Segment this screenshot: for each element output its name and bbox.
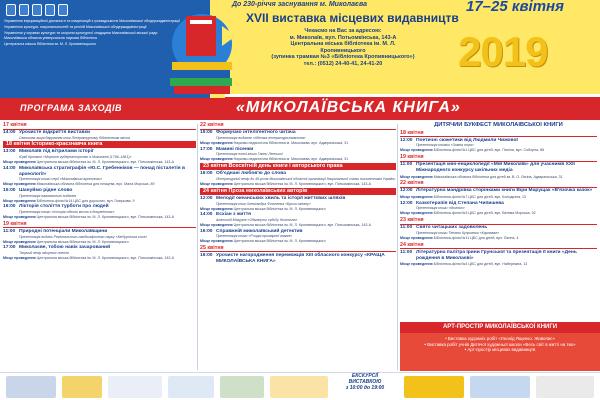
book-stack-illustration: [162, 6, 242, 98]
venue-text: Центральна міська бібліотека ім. М. Л. Кропивницького, вул. Потьомкінська, 143-А: [36, 256, 175, 261]
event-venue: [400, 175, 597, 179]
venue-text: Бібліотека-філія №4 ЦБС для дітей, вул. Набережна, 13: [433, 262, 528, 267]
event-time: 14:00: [200, 212, 213, 218]
event-venue: [400, 262, 597, 266]
event-subtitle: Презентація книги «Молоко»: [416, 206, 465, 211]
venue-text: Миколаївська обласна бібліотека для дітей ім. В. О. Лягіна, Адміральська, 31: [433, 174, 563, 179]
venue-text: Бібліотека-філія №11 ЦБС для дітей, вул. Лягіна, 4: [433, 236, 519, 240]
column-divider: [197, 124, 198, 370]
event-body: [216, 147, 396, 157]
event-body: [19, 130, 196, 140]
event-item: [200, 212, 396, 222]
event-item: [200, 196, 396, 206]
venue-text: Науково-педагогічна бібліотека м. Миколаєва, вул. Адміральська, 31: [233, 140, 349, 145]
book-cover-title-icon: [190, 20, 212, 24]
poster-header: [0, 0, 600, 100]
event-item: [3, 188, 196, 198]
organizer: Миколаївська обласна універсальна наукова бібліотека: [4, 36, 97, 41]
venue-label: Місце проведення: [3, 256, 36, 261]
day-heading: 24 квітня: [400, 242, 597, 250]
event-item: [3, 204, 196, 214]
event-item: [200, 171, 396, 181]
event-title-text: Презентація міні-енциклопедії «Мій Миколаїв» для учасників XXII Міжнародного конкурсу шкільних медіа: [416, 162, 575, 174]
event-subtitle: Презентація книги Тетяни Куприєнко «Карнавал»: [416, 231, 500, 235]
day-section-heading: 24 квітня Проза миколаївських авторів: [200, 188, 396, 195]
event-item: [400, 188, 597, 194]
day-heading: 23 квітня: [400, 217, 597, 225]
event-title-text: Літературна мандрівка сторінками книги Віри Марущак «В'язочка казок»: [416, 188, 593, 194]
event-body: [19, 204, 196, 214]
venue-line: тел.: (0512) 24-40-41, 24-41-20: [303, 60, 383, 67]
venue-text: Центральна міська бібліотека ім. М. Л. Кропивницького, вул. Потьомкінська, 143-А: [36, 215, 175, 220]
anniversary-note: До 230-річчя заснування м. Миколаєва: [232, 1, 367, 8]
sponsor-logo-icon: [404, 376, 464, 398]
event-time: 12:00: [200, 195, 213, 201]
venue-label: Місце проведення: [400, 236, 433, 240]
venue-line: (зупинка трамвая №3 «Бібліотека Кропивницького»): [271, 54, 415, 61]
event-body: [416, 188, 597, 194]
event-body: [19, 149, 196, 159]
venue-label: Місце проведення: [400, 148, 433, 153]
event-title-text: Справжній миколаївський детектив: [216, 228, 303, 234]
event-item: [200, 229, 396, 239]
art-item: • Виставка художніх робіт «Леонід Ященко. Живопис»: [445, 336, 555, 341]
event-item: [400, 225, 597, 235]
venue-text: Бібліотека-філія №3 ЦБС для дітей, вул. Велика Морська, 92: [433, 211, 536, 216]
event-time: 11:00: [400, 162, 413, 168]
banner-title: «МИКОЛАЇВСЬКА КНИГА»: [236, 99, 461, 116]
event-venue: [3, 182, 196, 186]
event-title-text: Поетичні сюжетики від Людмили Чижової: [416, 137, 518, 143]
event-title-text: Свято читацьких задоволень: [416, 225, 488, 231]
venue-text: Центральна міська бібліотека ім. М. Л. Кропивницького: [233, 239, 326, 244]
org-logo-icon: [6, 4, 16, 16]
venue-text: Науково-педагогічна бібліотека м. Миколаєва, вул. Адміральська, 31: [233, 157, 349, 162]
art-item: • Арт-простір місцевих видавництв: [464, 347, 536, 353]
event-title-text: Мамині пісенки: [216, 146, 254, 152]
event-venue: [400, 236, 597, 240]
sponsor-logo-icon: [270, 376, 328, 398]
event-item: [400, 162, 597, 174]
sponsor-logo-icon: [470, 376, 530, 398]
event-subtitle: Презентація нової книги Ганни Ленської: [216, 152, 283, 157]
org-logo-icon: [32, 4, 42, 16]
venue-label: Місце проведення: [200, 157, 233, 162]
event-title-text: Шануймо рідне слово: [19, 187, 73, 193]
event-item: [400, 250, 597, 262]
venue-label: Місце проведення: [3, 239, 36, 244]
event-subtitle: Презентація книги «Рицарі примарної гавані»: [216, 234, 293, 239]
event-time: 12:00: [400, 137, 413, 143]
venue-text: Бібліотека-філія №1 ЦБС для дітей, вул. Паліла, вул. Соборна, 86: [433, 148, 545, 153]
event-title-text: Миколаєве, тобою навік зачарований: [19, 245, 111, 251]
column-divider: [397, 124, 398, 370]
day-heading: 22 квітня: [200, 122, 396, 130]
event-title-text: Урочисте відкриття виставки: [19, 130, 90, 136]
event-time: 12:00: [400, 200, 413, 206]
org-logo-icon: [45, 4, 55, 16]
event-time: 16:00: [3, 204, 16, 210]
venue-label: Місце проведення: [400, 262, 433, 267]
event-time: 12:00: [400, 188, 413, 194]
event-body: [216, 130, 396, 140]
venue-line: Чекаємо на Вас за адресою:: [304, 28, 382, 34]
venue-text: Бібліотека-філія №7 ЦБС для дітей, вул. Колодязна, 13: [433, 195, 526, 200]
event-venue: [200, 141, 396, 145]
event-time: 17:00: [3, 245, 16, 251]
event-item: [3, 229, 196, 239]
event-body: [416, 201, 597, 211]
venue-text: Миколаївська обласна бібліотека для юнацтва, вул. Мала Морська, 89: [36, 182, 155, 187]
event-body: [216, 253, 396, 265]
event-subtitle: Презентація книжки «Зимна пора»: [416, 143, 474, 148]
schedule-column-2: [200, 122, 396, 400]
event-body: [416, 225, 597, 235]
art-space-title: АРТ-ПРОСТІР МИКОЛАЇВСЬКОЇ КНИГИ: [400, 322, 600, 333]
event-title-text: Лікторія століття турботи про людей: [19, 204, 109, 210]
venue-info: [268, 28, 418, 68]
event-time: 11:00: [3, 228, 16, 234]
event-body: [416, 138, 597, 148]
event-item: [3, 130, 196, 140]
organizer: Управління інформаційної діяльності та комунікацій з громадськістю Миколаївської облдержадміністрації: [4, 19, 181, 23]
organizer: Управління у справах культури та охорони культурної спадщини Миколаївської міської ради: [4, 30, 158, 35]
event-body: [216, 229, 396, 239]
venue-label: Місце проведення: [200, 239, 233, 244]
event-subtitle: Презентація навчального видання: [19, 193, 77, 198]
organizer: Центральна міська бібліотека ім. М. Л. Кропивницького: [4, 42, 96, 47]
book-icon: [172, 62, 232, 70]
venue-label: Місце проведення: [3, 198, 36, 203]
event-title-text: Літературна палітра Ірини Грунської та презентація її книги «День рождення в Миколаєві»: [416, 249, 577, 261]
day-heading: 19 квітня: [400, 154, 597, 162]
venue-label: Місце проведення: [200, 181, 233, 186]
venue-label: Місце проведення: [400, 174, 433, 179]
venue-label: Місце проведення: [200, 140, 233, 145]
excursions-note: [332, 373, 398, 399]
event-subtitle: Творчий вечір місцевих поетів: [19, 251, 69, 256]
day-section-heading: 23 квітня Всесвітній день книги і авторського права: [200, 163, 396, 170]
event-subtitle: Юрій Крючков «Морське губернаторство в Миколаєві (1796–1861)»: [19, 155, 132, 160]
event-time: 17:00: [200, 146, 213, 152]
event-venue: [3, 199, 196, 203]
sponsor-logo-icon: [62, 376, 102, 398]
event-venue: [400, 148, 597, 152]
event-body: [19, 188, 196, 198]
schedule-column-1: [3, 122, 196, 400]
book-icon: [170, 78, 232, 86]
event-body: [416, 162, 597, 174]
venue-text: Центральна міська бібліотека ім. М. Л. Кропивницького, вул. Потьомкінська, 143-А: [233, 222, 372, 227]
event-title-text: Есхіан з життя: [216, 212, 251, 218]
org-logo-icon: [19, 4, 29, 16]
sponsor-logo-icon: [220, 376, 264, 398]
event-title-text: Казкотерапія від Степана Чипишева: [416, 200, 504, 206]
event-dates: 17–25 квітня: [466, 0, 564, 15]
event-title: XVII виставка місцевих видавництв: [246, 11, 459, 25]
day-heading: 18 квітня: [400, 130, 597, 138]
event-title-text: Миколаївська стратиграфія «Ю.С. Гребенніков — понад пісталетія в археології»: [19, 165, 185, 177]
event-venue: [200, 239, 396, 243]
book-icon: [174, 86, 230, 94]
day-heading: 17 квітня: [3, 122, 196, 130]
event-body: [216, 212, 396, 222]
venue-label: Місце проведення: [3, 160, 36, 165]
event-time: 11:00: [400, 225, 413, 231]
event-subtitle: Анатолій Мазуров «Обманути судьбу Ньютона»: [216, 217, 298, 222]
event-time: 14:00: [3, 130, 16, 136]
schedule-column-children: [400, 122, 597, 320]
event-time: 16:00: [200, 171, 213, 177]
event-time: 16:00: [200, 253, 213, 259]
event-body: [19, 245, 196, 255]
art-item: • Виставка робіт учнів Дитячої художньої школи «Весь світ в житті на тих»: [424, 341, 576, 347]
event-time: 11:00: [400, 249, 413, 255]
venue-label: Місце проведення: [200, 206, 233, 211]
event-item: [400, 138, 597, 148]
sponsor-logo-icon: [536, 376, 594, 398]
event-subtitle: Презентація книги серії «Миколаївські археологи»: [19, 177, 103, 182]
day-heading: 19 квітня: [3, 221, 196, 229]
program-title: ПРОГРАМА ЗАХОДІВ: [20, 103, 122, 113]
event-venue: [3, 215, 196, 219]
venue-text: Бібліотека-філія №14 ЦБС для дорослих, вул. Гмирьова, 9: [36, 198, 135, 203]
organizer: Управління культури, національностей та релігій Миколаївської облдержадміністрації: [4, 24, 147, 29]
event-venue: [400, 211, 597, 215]
event-subtitle: Презентація видань Регіонального ландшафтного парку «Кінбурнська коса»: [19, 234, 148, 239]
event-title-text: Урочисте нагородження переможців XIII обласного конкурсу «КРАЩА МИКОЛАЇВСЬКА КНИГА»: [216, 253, 385, 264]
event-item: [200, 147, 396, 157]
event-body: [19, 166, 196, 182]
art-space-box: [400, 333, 600, 371]
excursions-line: ЕКСКУРСІЇ: [351, 373, 379, 379]
event-venue: [3, 160, 196, 164]
event-item: [3, 149, 196, 159]
event-subtitle: Презентація книги «Історія одного міста в документах»: [19, 210, 115, 215]
event-time: 13:00: [3, 149, 16, 155]
event-body: [416, 250, 597, 262]
day-heading: 25 квітня: [200, 245, 396, 253]
event-title-text: Миколаїв під вітрилами історії: [19, 149, 94, 155]
event-item: [200, 130, 396, 140]
event-venue: [3, 256, 196, 260]
event-venue: [3, 240, 196, 244]
venue-text: Центральна міська бібліотека ім. М. Л. Кропивницького, вул. Потьомкінська, 143-А: [36, 160, 175, 165]
sponsor-logo-icon: [6, 376, 56, 398]
event-year: 2019: [458, 28, 548, 75]
event-subtitle: Презентація видання «Абетка літературознавства»: [216, 135, 306, 140]
event-subtitle: Літературний вечір до 45-річчя Миколаївської обласної організації Національної спілки письменників України: [216, 176, 396, 181]
event-title-text: Природні потенціали Миколаївщини: [19, 228, 108, 234]
event-venue: [200, 157, 396, 161]
event-venue: [400, 195, 597, 199]
venue-text: Центральна міська бібліотека ім. М. Л. Кропивницького: [233, 206, 326, 211]
event-title-text: Об'єднані любов'ю до слова: [216, 171, 286, 177]
event-item: [3, 245, 196, 255]
venue-label: Місце проведення: [3, 182, 36, 187]
excursions-line: з 10:00 до 19:00: [345, 385, 385, 391]
venue-label: Місце проведення: [200, 222, 233, 227]
event-title-text: Мелодії океанських хвиль та історії життєвих шляхів: [216, 195, 346, 201]
event-venue: [200, 223, 396, 227]
day-heading: 22 квітня: [400, 180, 597, 188]
event-body: [216, 196, 396, 206]
sponsor-logo-icon: [108, 376, 162, 398]
event-item: [3, 166, 196, 182]
event-venue: [200, 182, 396, 186]
org-logos: [6, 4, 68, 16]
column-heading: ДИТЯЧИЙ БУКФЕСТ МИКОЛАЇВСЬКОЇ КНИГИ: [434, 122, 563, 128]
event-time: 14:00: [3, 165, 16, 171]
event-subtitle: Презентація книг Олександра Філоненка «Бризи океану»: [216, 201, 311, 206]
org-logo-icon: [58, 4, 68, 16]
event-item: [400, 201, 597, 211]
event-time: 15:00: [3, 187, 16, 193]
venue-line: Центральна міська бібліотека ім. М. Л. Кропивницького: [290, 41, 396, 54]
venue-line: м. Миколаїв, вул. Потьомкінська, 143-А: [289, 34, 397, 41]
venue-label: Місце проведення: [400, 211, 433, 216]
sponsor-logo-icon: [168, 376, 214, 398]
venue-text: Центральна міська бібліотека ім. М. Л. Кропивницького: [36, 239, 129, 244]
book-icon: [176, 70, 230, 78]
event-body: [19, 229, 196, 239]
venue-label: Місце проведення: [3, 215, 36, 220]
event-item: [200, 253, 396, 265]
venue-label: Місце проведення: [400, 195, 433, 200]
day-section-heading: 18 квітня Історико-краєзнавча книга: [3, 141, 196, 148]
venue-text: Центральна міська бібліотека ім. М. Л. Кропивницького, вул. Потьомкінська, 143-А: [233, 181, 372, 186]
event-venue: [200, 207, 396, 211]
event-body: [216, 171, 396, 181]
event-title-text: Формуємо інтелігентного читача: [216, 130, 296, 136]
excursions-line: ВИСТАВКОЮ: [348, 379, 382, 385]
event-time: 15:00: [200, 130, 213, 136]
event-subtitle: Святкова акція дарування книг Літературному бібліотекам міста: [19, 135, 130, 140]
event-time: 16:00: [200, 228, 213, 234]
